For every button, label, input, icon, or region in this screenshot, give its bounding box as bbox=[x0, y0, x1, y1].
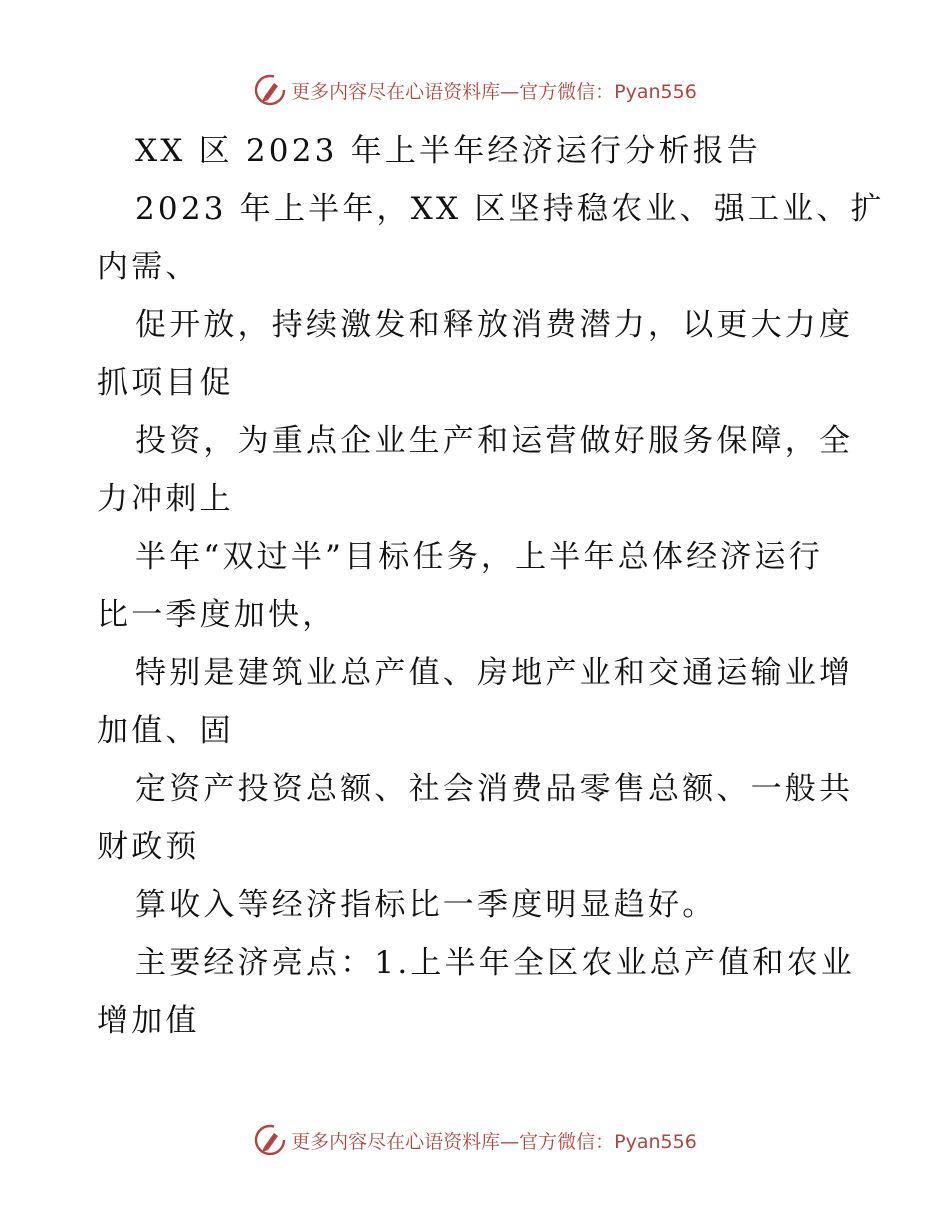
paragraph-line: 抓项目促 bbox=[97, 365, 234, 401]
paragraph-line: 增加值 bbox=[97, 1003, 200, 1039]
paragraph-line: 促开放，持续激发和释放消费潜力，以更大力度 bbox=[135, 307, 854, 343]
paragraph-line: 财政预 bbox=[97, 829, 200, 865]
footer-watermark bbox=[0, 1120, 950, 1160]
paragraph-line: 力冲刺上 bbox=[97, 481, 234, 517]
pen-nib-logo-icon bbox=[253, 73, 287, 107]
paragraph-line: 主要经济亮点：1.上半年全区农业总产值和农业 bbox=[135, 945, 855, 981]
paragraph-line: 2023 年上半年，XX 区坚持稳农业、强工业、扩 bbox=[135, 191, 885, 227]
paragraph-line: 特别是建筑业总产值、房地产业和交通运输业增 bbox=[135, 655, 854, 691]
paragraph-line: 加值、固 bbox=[97, 713, 234, 749]
pen-nib-logo-icon bbox=[253, 1123, 287, 1157]
document-body bbox=[97, 122, 885, 1050]
paragraph-line: 比一季度加快， bbox=[97, 597, 337, 633]
paragraph-line: 半年“双过半”目标任务，上半年总体经济运行 bbox=[135, 539, 823, 575]
paragraph-line: 算收入等经济指标比一季度明显趋好。 bbox=[135, 887, 717, 923]
paragraph-line: 定资产投资总额、社会消费品零售总额、一般共 bbox=[135, 771, 854, 807]
header-watermark bbox=[0, 70, 950, 110]
paragraph-line: 投资，为重点企业生产和运营做好服务保障，全 bbox=[135, 423, 854, 459]
watermark-text: 更多内容尽在心语资料库—官方微信：Pyan556 bbox=[291, 80, 697, 103]
watermark-text: 更多内容尽在心语资料库—官方微信：Pyan556 bbox=[291, 1130, 697, 1153]
document-title: XX 区 2023 年上半年经济运行分析报告 bbox=[135, 133, 761, 169]
paragraph-line: 内需、 bbox=[97, 249, 200, 285]
